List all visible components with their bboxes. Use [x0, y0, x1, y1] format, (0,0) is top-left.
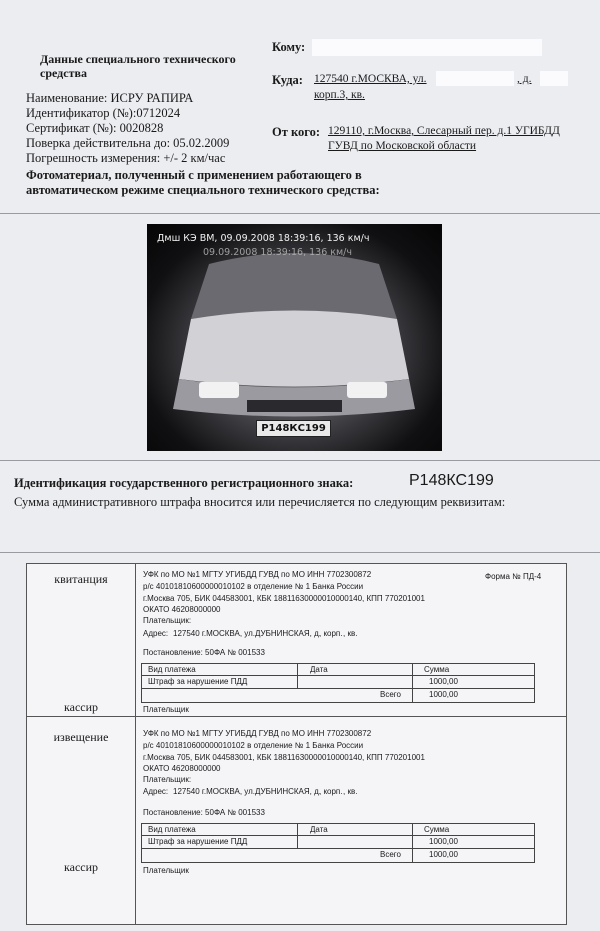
recipient: УФК по МО №1 МГТУ УГИБДД ГУВД по МО ИНН 7702300872 [143, 729, 372, 738]
receipt-label: квитанция [54, 572, 108, 586]
table-cell: 1000,00 [429, 677, 458, 686]
where-line1-tail: , д. [517, 73, 532, 85]
col-header: Дата [310, 825, 328, 834]
device-identifier: Идентификатор (№):0712024 [26, 106, 181, 120]
photo-timestamp-ghost: 09.09.2008 18:39:16, 136 км/ч [203, 247, 352, 258]
form-number: Форма № ПД-4 [485, 572, 542, 581]
device-name: Наименование: ИСРУ РАПИРА [26, 91, 194, 105]
recipient: УФК по МО №1 МГТУ УГИБДД ГУВД по МО ИНН 7702300872 [143, 570, 372, 579]
account: р/с 40101810600000010102 в отделение № 1 Банка России [143, 582, 364, 591]
registration-plate: Р148КС199 [409, 472, 494, 489]
table-cell: Штраф за нарушение ПДД [148, 677, 248, 686]
payment-form [26, 563, 567, 925]
payer-signature: Плательщик [143, 866, 189, 875]
account: р/с 40101810600000010102 в отделение № 1 Банка России [143, 741, 364, 750]
col-header: Сумма [424, 665, 450, 674]
address-kv: , кв. [343, 629, 358, 638]
table-cell: 1000,00 [429, 837, 458, 846]
form-divider [135, 564, 136, 924]
device-error: Погрешность измерения: +/- 2 км/час [26, 151, 226, 165]
total-label: Всего [380, 690, 401, 699]
device-title: Данные специального технического средства [40, 52, 236, 80]
col-header: Вид платежа [148, 665, 196, 674]
bank: г.Москва 705, БИК 044583001, КБК 18811630000010000140, КПП 770201001 [143, 594, 425, 603]
device-certificate: Сертификат (№): 0020828 [26, 121, 164, 135]
decree: Постановление: 50ФА № 001533 [143, 808, 265, 817]
photo-caption: Фотоматериал, полученный с применением работающего в автоматическом режиме специального технического средства: [26, 168, 380, 197]
separator [0, 213, 600, 214]
address-value: 127540 г.МОСКВА, ул.ДУБНИНСКАЯ, д. [173, 629, 322, 638]
table-cell: Штраф за нарушение ПДД [148, 837, 248, 846]
address-kv: , кв. [343, 787, 358, 796]
payment-table [141, 663, 535, 703]
photo-plate: Р148КС199 [256, 420, 331, 437]
col-header: Сумма [424, 825, 450, 834]
total-label: Всего [380, 850, 401, 859]
decree: Постановление: 50ФА № 001533 [143, 648, 265, 657]
cashier-label: кассир [63, 860, 99, 874]
device-verification: Поверка действительна до: 05.02.2009 [26, 136, 230, 150]
payer-label: Плательщик: [143, 616, 192, 625]
address-corp: , корп. [319, 787, 343, 796]
photo-timestamp: Дмш КЭ ВМ, 09.09.2008 18:39:16, 136 км/ч [157, 233, 370, 244]
fine-note: Сумма административного штрафа вносится или перечисляется по следующим реквизитам: [14, 495, 506, 509]
payer-signature: Плательщик [143, 705, 189, 714]
redacted-street [436, 71, 514, 86]
car-image [147, 224, 442, 451]
okato: ОКАТО 46208000000 [143, 605, 221, 614]
where-line2: корп.3, кв. [314, 89, 365, 101]
registration-label: Идентификация государственного регистрационного знака: [14, 476, 354, 490]
form-divider [27, 716, 566, 717]
separator [0, 552, 600, 553]
address-label: Адрес: [143, 787, 169, 796]
where-label: Куда: [272, 73, 303, 87]
from-label: От кого: [272, 125, 321, 139]
address-label: Адрес: [143, 629, 169, 638]
address-corp: , корп. [319, 629, 343, 638]
notice-label: извещение [53, 730, 109, 744]
from-line2: ГУВД по Московской области [328, 140, 477, 152]
from-line1: 129110, г.Москва, Слесарный пер. д.1 УГИБДД [328, 125, 560, 137]
cashier-label: кассир [63, 700, 99, 714]
total-value: 1000,00 [429, 690, 458, 699]
to-label: Кому: [272, 40, 306, 54]
payment-table [141, 823, 535, 863]
bank: г.Москва 705, БИК 044583001, КБК 18811630000010000140, КПП 770201001 [143, 753, 425, 762]
col-header: Вид платежа [148, 825, 196, 834]
separator [0, 460, 600, 461]
redacted-house [540, 71, 568, 86]
okato: ОКАТО 46208000000 [143, 764, 221, 773]
address-value: 127540 г.МОСКВА, ул.ДУБНИНСКАЯ, д. [173, 787, 322, 796]
payer-label: Плательщик: [143, 775, 192, 784]
col-header: Дата [310, 665, 328, 674]
redacted-recipient [312, 39, 542, 56]
camera-photo [147, 224, 442, 451]
where-line1: 127540 г.МОСКВА, ул. [314, 73, 427, 85]
total-value: 1000,00 [429, 850, 458, 859]
